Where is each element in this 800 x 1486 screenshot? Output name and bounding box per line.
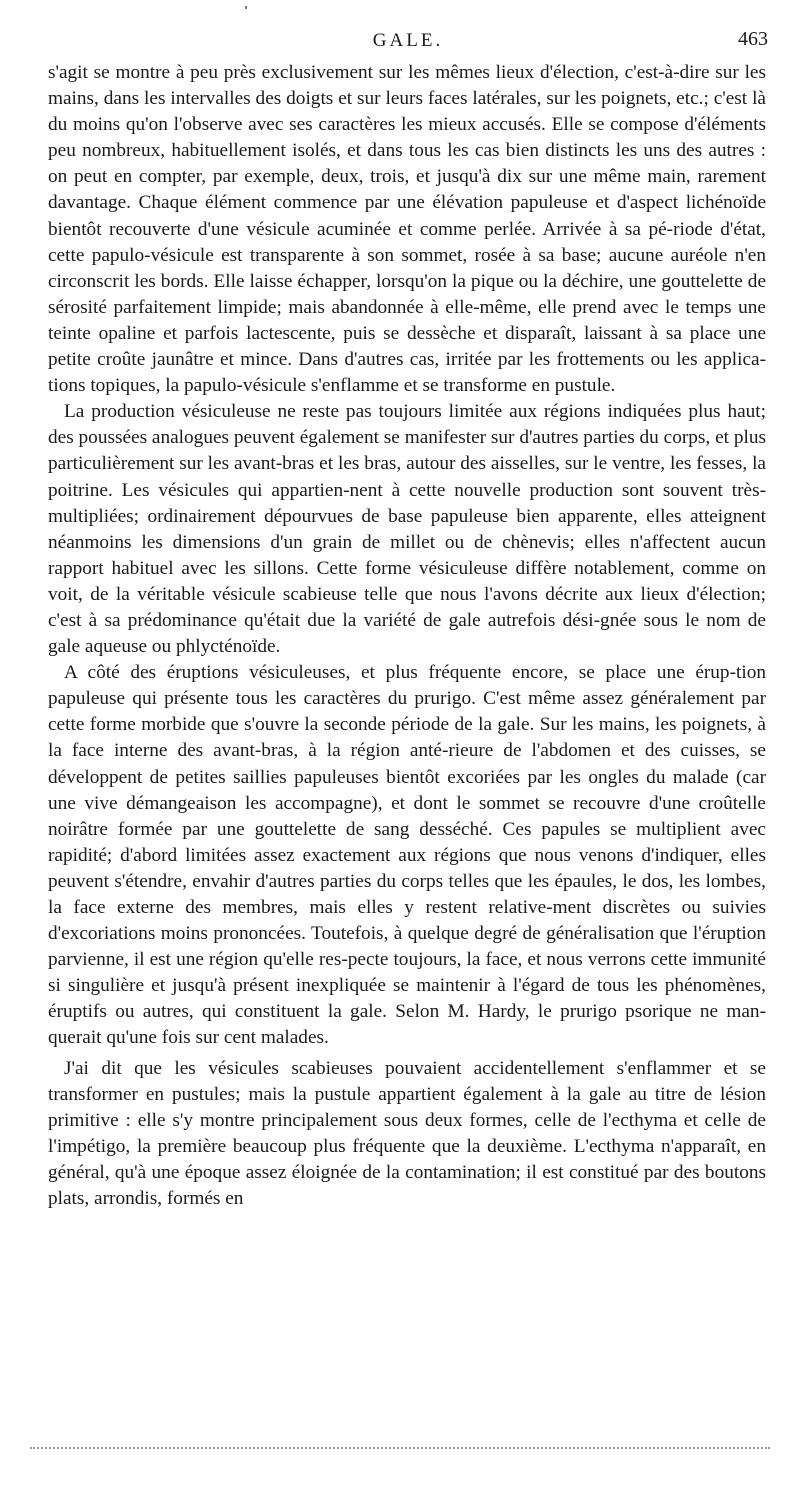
paragraph-papular-eruption: A côté des éruptions vésiculeuses, et plus fréquente encore, se place une érup-tion papuleuse qui présente tous les caractères du prurigo. C'est même assez généralement par cette forme morbide que s'ouvre la seconde période de la gale. Sur les mains, les poignets, à la face interne des avant-bras, à la région anté-rieure de l'abdomen et des cuisses, se développent de petites saillies papuleuses bientôt excoriées par les ongles du malade (car une vive démangeaison les accompagne), et dont le sommet se recouvre d'une croûtelle noirâtre formée par une gouttelette de sang desséché. Ces papules se multiplient avec rapidité; d'abord limitées assez exactement aux régions que nous venons d'indiquer, elles peuvent s'étendre, envahir d'autres parties du corps telles que les épaules, le dos, les lombes, la face externe des membres, mais elles y restent relative-ment discrètes ou suivies d'excoriations moins prononcées. Toutefois, à quelque degré de généralisation que l'éruption parvienne, il est une région qu'elle res-pecte toujours, la face, et nous verrons cette immunité si singulière et jusqu'à présent inexpliquée se maintenir à l'égard de tous les phénomènes, éruptifs ou autres, qui constituent la gale. Selon M. Hardy, le prurigo psorique ne man-querait qu'une fois sur cent malades. [48, 662, 766, 1049]
running-head [48, 30, 768, 58]
page-number: 463 [738, 28, 768, 50]
text-body [48, 60, 766, 1212]
bleed-through-line [30, 1447, 770, 1449]
paragraph-pustules: J'ai dit que les vésicules scabieuses pouvaient accidentellement s'enflammer et se transformer en pustules; mais la pustule appartient également à la gale au titre de lésion primitive : elle s'y montre principalement sous deux formes, celle de l'ecthyma et celle de l'impétigo, la première beaucoup plus fréquente que la deuxième. L'ecthyma n'apparaît, en général, qu'à une époque assez éloignée de la contamination; il est constitué par des boutons plats, arrondis, formés en [48, 1057, 766, 1210]
scan-speck [245, 6, 247, 9]
running-title: GALE. [372, 30, 444, 51]
paragraph-continued: s'agit se montre à peu près exclusivement sur les mêmes lieux d'élection, c'est-à-dire sur les mains, dans les intervalles des doigts et sur leurs faces latérales, sur les poignets, etc.; c'est là du moins qu'on l'observe avec ses caractères les mieux accusés. Elle se compose d'éléments peu nombreux, habituellement isolés, et dans tous les cas bien distincts les uns des autres : on peut en compter, par exemple, deux, trois, et jusqu'à dix sur une même main, rarement davantage. Chaque élément commence par une élévation papuleuse et d'aspect lichénoïde bientôt recouverte d'une vésicule acuminée et comme perlée. Arrivée à sa pé-riode d'état, cette papulo-vésicule est transparente à son sommet, rosée à sa base; aucune auréole n'en circonscrit les bords. Elle laisse échapper, lorsqu'on la pique ou la déchire, une gouttelette de sérosité parfaitement limpide; mais abandonnée à elle-même, elle prend avec le temps une teinte opaline et parfois lactescente, puis se dessèche et disparaît, laissant à sa place une petite croûte jaunâtre et mince. Dans d'autres cas, irritée par les frottements ou les applica-tions topiques, la papulo-vésicule s'enflamme et se transforme en pustule. [48, 62, 766, 397]
paragraph-vesicular-eruption: La production vésiculeuse ne reste pas toujours limitée aux régions indiquées plus haut; des poussées analogues peuvent également se manifester sur d'autres parties du corps, et plus particulièrement sur les avant-bras et les bras, autour des aisselles, sur le ventre, les fesses, la poitrine. Les vésicules qui appartien-nent à cette nouvelle production sont souvent très-multipliées; ordinairement dépourvues de base papuleuse bien apparente, elles atteignent néanmoins les dimensions d'un grain de millet ou de chènevis; elles n'affectent aucun rapport habituel avec les sillons. Cette forme vésiculeuse diffère notablement, comme on voit, de la véritable vésicule scabieuse telle que nous l'avons décrite aux lieux d'élection; c'est à sa prédominance qu'était due la variété de gale autrefois dési-gnée sous le nom de gale aqueuse ou phlycténoïde. [48, 401, 766, 658]
